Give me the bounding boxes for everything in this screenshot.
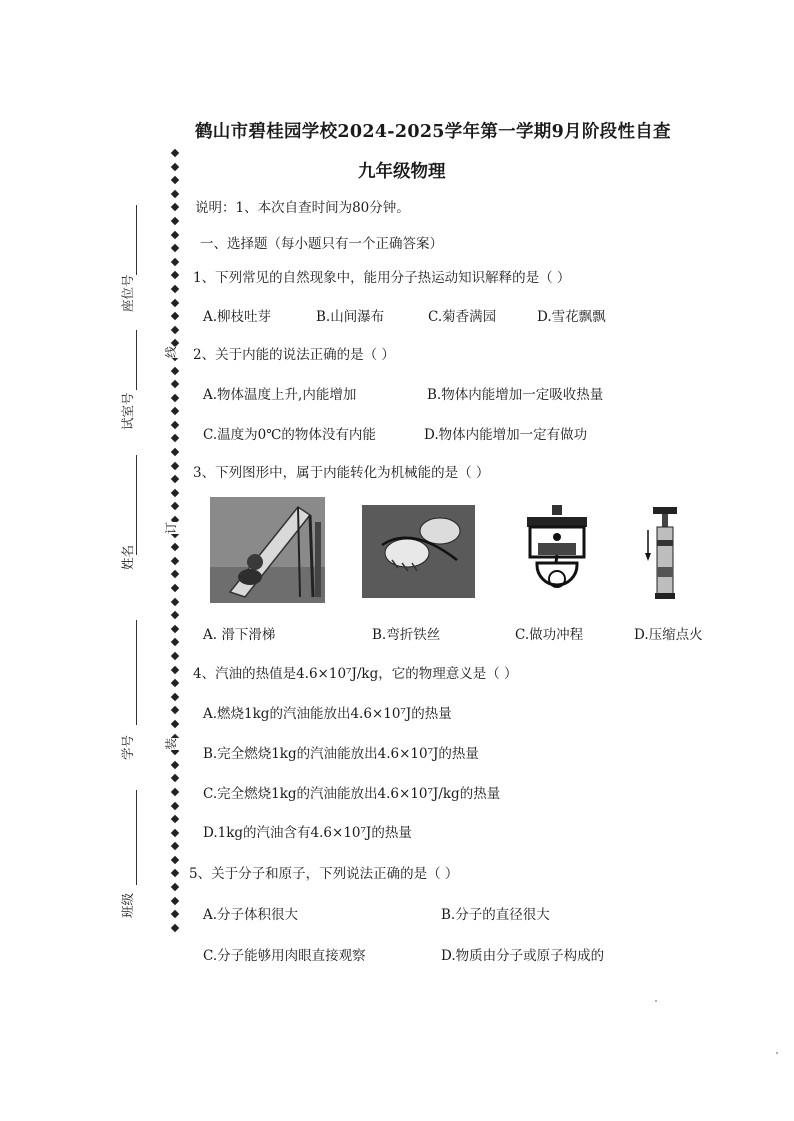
scan-speck xyxy=(776,1052,778,1054)
binding-diamond xyxy=(171,203,179,211)
binding-diamond xyxy=(171,176,179,184)
binding-diamond xyxy=(171,842,179,850)
binding-diamond xyxy=(171,393,179,401)
binding-diamond xyxy=(171,896,179,904)
binding-mark-staple: 订 xyxy=(164,521,178,534)
binding-diamond xyxy=(171,258,179,266)
binding-diamond xyxy=(171,706,179,714)
binding-diamond xyxy=(171,652,179,660)
binding-diamond xyxy=(171,597,179,605)
binding-diamond xyxy=(171,380,179,388)
q2-option-a: A.物体温度上升,内能增加 xyxy=(203,387,357,403)
binding-diamond xyxy=(171,448,179,456)
scan-speck xyxy=(655,1000,657,1002)
compression-ignition-figure xyxy=(645,505,685,603)
seat-number-label: 座位号 xyxy=(120,274,135,312)
binding-diamond xyxy=(171,325,179,333)
binding-diamond xyxy=(171,910,179,918)
q3-option-a: A. 滑下滑梯 xyxy=(203,627,276,643)
binding-diamond xyxy=(171,366,179,374)
q5-option-d: D.物质由分子或原子构成的 xyxy=(441,948,605,964)
binding-diamond xyxy=(171,611,179,619)
q1-option-a: A.柳枝吐芽 xyxy=(203,309,272,325)
exam-room-label: 试室号 xyxy=(120,392,135,430)
binding-diamond xyxy=(171,869,179,877)
name-label: 姓名 xyxy=(120,544,135,570)
binding-diamond xyxy=(171,720,179,728)
q3-option-d: D.压缩点火 xyxy=(634,627,703,643)
binding-diamond xyxy=(171,298,179,306)
binding-diamond xyxy=(171,557,179,565)
q3-option-b: B.弯折铁丝 xyxy=(372,627,441,643)
power-stroke-figure xyxy=(522,505,592,603)
question-1-stem: 1、下列常见的自然现象中，能用分子热运动知识解释的是（ ） xyxy=(193,270,571,286)
binding-diamond xyxy=(171,924,179,932)
binding-diamond xyxy=(171,856,179,864)
slide-figure xyxy=(210,497,325,603)
binding-diamond xyxy=(171,217,179,225)
binding-diamond xyxy=(171,285,179,293)
q2-option-b: B.物体内能增加一定吸收热量 xyxy=(427,387,604,403)
binding-diamond xyxy=(171,665,179,673)
binding-diamond xyxy=(171,883,179,891)
q1-option-b: B.山间瀑布 xyxy=(316,309,385,325)
binding-diamond xyxy=(171,190,179,198)
exam-subject: 九年级物理 xyxy=(358,162,446,182)
binding-diamond xyxy=(171,421,179,429)
q1-option-d: D.雪花飘飘 xyxy=(537,309,606,325)
binding-diamond xyxy=(171,271,179,279)
q5-option-b: B.分子的直径很大 xyxy=(441,907,550,923)
exam-room-blank xyxy=(136,330,137,390)
seat-number-blank xyxy=(136,205,137,275)
class-blank xyxy=(136,790,137,885)
binding-diamond-line xyxy=(168,150,182,950)
binding-diamond xyxy=(171,312,179,320)
binding-diamond xyxy=(171,162,179,170)
q3-option-c: C.做功冲程 xyxy=(515,627,584,643)
binding-diamond xyxy=(171,801,179,809)
binding-diamond xyxy=(171,679,179,687)
binding-diamond xyxy=(171,502,179,510)
binding-diamond xyxy=(171,230,179,238)
binding-diamond xyxy=(171,788,179,796)
q4-option-a: A.燃烧1kg的汽油能放出4.6×10⁷J的热量 xyxy=(203,706,452,722)
q4-option-b: B.完全燃烧1kg的汽油能放出4.6×10⁷J的热量 xyxy=(203,746,479,762)
q5-option-a: A.分子体积很大 xyxy=(203,907,299,923)
q5-option-c: C.分子能够用肉眼直接观察 xyxy=(203,948,366,964)
section-heading: 一、选择题（每小题只有一个正确答案） xyxy=(200,236,443,252)
q2-option-d: D.物体内能增加一定有做功 xyxy=(424,427,588,443)
binding-diamond xyxy=(171,774,179,782)
binding-diamond xyxy=(171,625,179,633)
exam-title: 鹤山市碧桂园学校2024-2025学年第一学期9月阶段性自查 xyxy=(195,122,671,142)
class-label: 班级 xyxy=(120,892,135,918)
binding-diamond xyxy=(171,543,179,551)
binding-diamond xyxy=(171,149,179,157)
exam-note: 说明：1、本次自查时间为80分钟。 xyxy=(195,200,410,216)
binding-diamond xyxy=(171,584,179,592)
question-3-stem: 3、下列图形中，属于内能转化为机械能的是（ ） xyxy=(193,465,490,481)
binding-diamond xyxy=(171,407,179,415)
binding-diamond xyxy=(171,434,179,442)
binding-diamond xyxy=(171,815,179,823)
question-4-stem: 4、汽油的热值是4.6×10⁷J/kg，它的物理意义是（ ） xyxy=(193,666,518,682)
binding-diamond xyxy=(171,638,179,646)
question-5-stem: 5、关于分子和原子，下列说法正确的是（ ） xyxy=(189,866,459,882)
binding-diamond xyxy=(171,760,179,768)
q4-option-d: D.1kg的汽油含有4.6×10⁷J的热量 xyxy=(203,825,412,841)
binding-diamond xyxy=(171,693,179,701)
binding-diamond xyxy=(171,828,179,836)
q1-option-c: C.菊香满园 xyxy=(428,309,497,325)
q2-option-c: C.温度为0℃的物体没有内能 xyxy=(203,427,376,443)
binding-diamond xyxy=(171,461,179,469)
student-id-label: 学号 xyxy=(120,734,135,760)
binding-diamond xyxy=(171,475,179,483)
binding-mark-line: 线 xyxy=(164,345,178,358)
binding-mark-bind: 装 xyxy=(164,737,178,750)
q4-option-c: C.完全燃烧1kg的汽油能放出4.6×10⁷J/kg的热量 xyxy=(203,786,501,802)
question-2-stem: 2、关于内能的说法正确的是（ ） xyxy=(193,347,395,363)
binding-diamond xyxy=(171,570,179,578)
name-blank xyxy=(136,455,137,555)
binding-diamond xyxy=(171,489,179,497)
binding-diamond xyxy=(171,244,179,252)
bent-wire-figure xyxy=(362,505,475,598)
student-id-blank xyxy=(136,620,137,725)
